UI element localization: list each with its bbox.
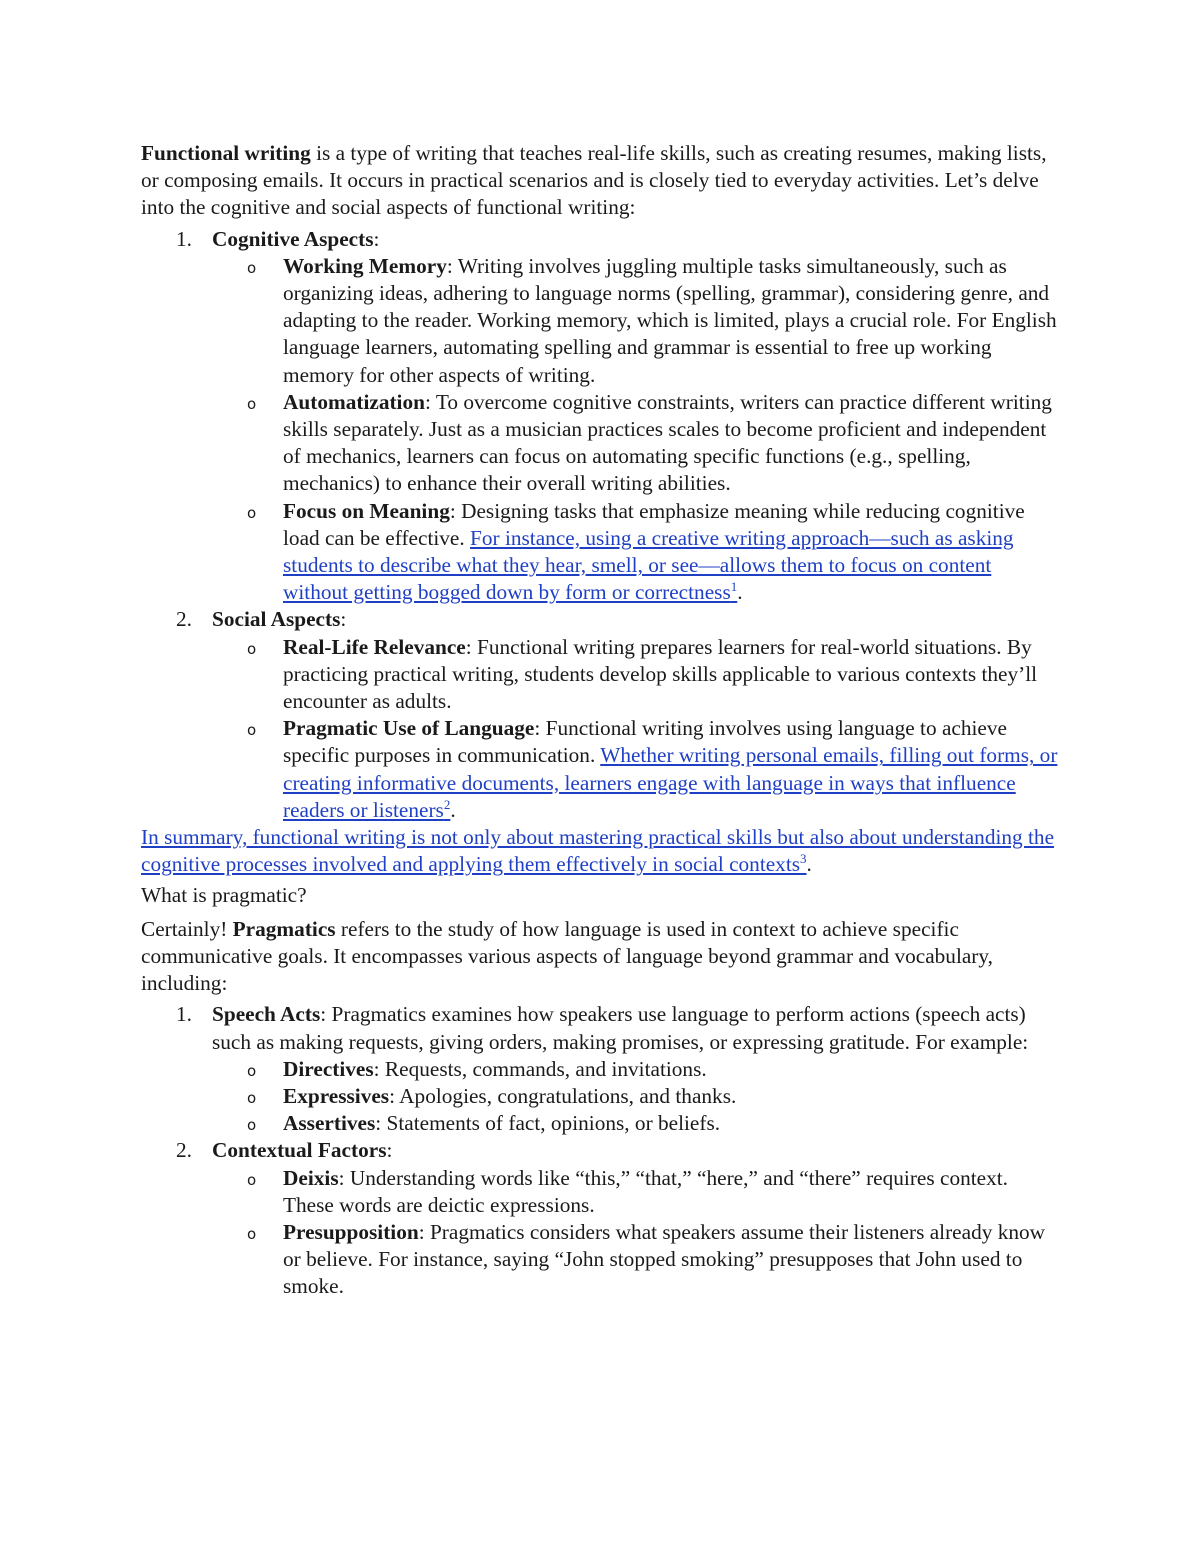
item-term: Deixis — [283, 1165, 339, 1190]
list-item-contextual-factors: 2. Contextual Factors: o Deixis: Understanding words like “this,” “that,” “here,” and “there” requires context. These words are deictic expressions. o Presupposition: Pragmatics considers what speakers assume their listeners already know or believe. For instance, saying “John stopped smoking” presupposes that John used to smoke. — [141, 1137, 1061, 1300]
item-text: : Functional writing involves using language to achieve specific purposes in communication. — [283, 716, 1007, 768]
list-number: 1. — [176, 1002, 192, 1027]
item-term: Focus on Meaning — [283, 498, 450, 523]
sublist-item-assertives: o Assertives: Statements of fact, opinions, or beliefs. — [212, 1110, 1061, 1137]
list-item-speech-acts: 1. Speech Acts: Pragmatics examines how speakers use language to perform actions (speech acts) such as making requests, giving orders, making promises, or expressing gratitude. For example: o Directives: Requests, commands, and invitations. o Expressives: Apologies, congratulations, and thanks. o Assertives: Statements of fact, opinions, or beliefs. — [141, 1001, 1061, 1137]
list-heading: Social Aspects — [212, 607, 341, 632]
citation-link-2[interactable]: Whether writing personal emails, filling out forms, or creating informative documents, learners engage with language in ways that influence readers or listeners$^2$ — [283, 743, 1058, 822]
pragmatics-term: Pragmatics — [232, 916, 336, 941]
citation-link-3[interactable]: In summary, functional writing is not only about mastering practical skills but also about understanding the cognitive processes involved and applying them effectively in social contexts$^3$ — [141, 825, 1055, 877]
document-page — [141, 140, 1061, 1301]
question-line: What is pragmatic? — [141, 883, 307, 908]
list-number: 1. — [176, 226, 192, 251]
sublist-item-expressives: o Expressives: Apologies, congratulations, and thanks. — [212, 1083, 1061, 1110]
sublist-item-presupposition: o Presupposition: Pragmatics considers what speakers assume their listeners already know or believe. For instance, saying “John stopped smoking” presupposes that John used to smoke. — [247, 1219, 1046, 1299]
bullet-icon: o — [247, 258, 257, 277]
bullet-icon: o — [247, 721, 257, 740]
sublist-item-real-life-relevance — [212, 634, 1061, 716]
bullet-icon: o — [247, 639, 257, 658]
list-item-cognitive: 1. Cognitive Aspects: o Working Memory: Writing involves juggling multiple tasks simultaneously, such as organizing ideas, adhering to language norms (spelling, grammar), considering genre, and adapting to the reader. Working memory, which is limited, plays a crucial role. For English language learners, automating spelling and grammar is essential to free up working memory for other aspects of writing. o Automatization: To overcome cognitive constraints, writers can practice different writing skills separately. Just as a musician practices scales to become proficient and independent of mechanics, learners can focus on automating specific functions (e.g., spelling, mechanics) to enhance their overall writing abilities. o Focus on Meaning: Designing tasks that emphasize meaning while reducing cognitive load can be effective. For instance, using a creative writing approach—such as asking students to describe what they hear, smell, or see—allows them to focus on content without getting bogged down by form or correctness$^1$. — [141, 226, 1061, 607]
speech-acts-sublist — [212, 1056, 1061, 1138]
item-term: Real-Life Relevance — [283, 634, 466, 659]
footnote-ref: 1 — [730, 579, 738, 595]
sublist-item-directives: o Directives: Requests, commands, and invitations. — [212, 1056, 1061, 1083]
item-term: Automatization — [283, 389, 425, 414]
bullet-icon: o — [247, 1061, 257, 1080]
sublist-item-working-memory — [212, 253, 1061, 389]
footnote-ref: 2 — [443, 796, 451, 812]
item-term: Working Memory — [283, 253, 447, 278]
social-sublist — [212, 634, 1061, 824]
list-heading: Speech Acts — [212, 1002, 321, 1027]
bullet-icon: o — [247, 394, 257, 413]
item-text: : To overcome cognitive constraints, writers can practice different writing skills separately. Just as a musician practices scales to become proficient and independent of mechanics, learners can focus on automating specific functions (e.g., spelling, mechanics) to enhance their overall writing abilities. — [283, 389, 1052, 496]
list-number: 2. — [176, 1138, 192, 1163]
list-heading: Cognitive Aspects — [212, 226, 374, 251]
sublist-item-pragmatic-use: o Pragmatic Use of Language: Functional writing involves using language to achieve specific purposes in communication. Whether writing personal emails, filling out forms, or creating informative documents, learners engage with language in ways that influence readers or listeners$^2$. — [247, 716, 1058, 822]
functional-writing-list — [141, 226, 1061, 824]
intro-term: Functional writing — [141, 141, 311, 165]
sublist-item-deixis: o Deixis: Understanding words like “this,” “that,” “here,” and “there” requires context. These words are deictic expressions. — [247, 1165, 1009, 1217]
summary-paragraph: In summary, functional writing is not only about mastering practical skills but also about understanding the cognitive processes involved and applying them effectively in social contexts$^3$. — [141, 825, 1055, 877]
contextual-factors-sublist — [212, 1165, 1061, 1301]
item-text: : Functional writing prepares learners for real-world situations. By practicing practical writing, students develop skills applicable to various contexts they’ll encounter as adults. — [283, 634, 1038, 714]
cognitive-sublist — [212, 253, 1061, 607]
bullet-icon: o — [247, 1088, 257, 1107]
pragmatics-list — [141, 1001, 1061, 1300]
item-term: Directives — [283, 1056, 374, 1081]
item-text: : Writing involves juggling multiple tasks simultaneously, such as organizing ideas, adhering to language norms (spelling, grammar), considering genre, and adapting to the reader. Working memory, which is limited, plays a crucial role. For English language learners, automating spelling and grammar is essential to free up working memory for other aspects of writing. — [283, 253, 1057, 387]
intro-text: is a type of writing that teaches real-life skills, such as creating resumes, making lists, or composing emails. It occurs in practical scenarios and is closely tied to everyday activities. Let’s delve into the cognitive and social aspects of functional writing: — [141, 141, 1047, 220]
list-item-social: 2. Social Aspects: o Real-Life Relevance: Functional writing prepares learners for real-world situations. By practicing practical writing, students develop skills applicable to various contexts they’ll encounter as adults. o Pragmatic Use of Language: Functional writing involves using language to achieve specific purposes in communication. Whether writing personal emails, filling out forms, or creating informative documents, learners engage with language in ways that influence readers or listeners$^2$. — [141, 606, 1061, 824]
bullet-icon: o — [247, 1116, 257, 1135]
footnote-ref: 3 — [800, 851, 807, 867]
item-text: : Designing tasks that emphasize meaning while reducing cognitive load can be effective. — [283, 498, 1025, 550]
item-term: Presupposition — [283, 1219, 419, 1244]
sublist-item-focus-on-meaning: o Focus on Meaning: Designing tasks that emphasize meaning while reducing cognitive load can be effective. For instance, using a creative writing approach—such as asking students to describe what they hear, smell, or see—allows them to focus on content without getting bogged down by form or correctness$^1$. — [247, 498, 1025, 605]
pragmatics-paragraph: Certainly! Pragmatics refers to the study of how language is used in context to achieve specific communicative goals. It encompasses various aspects of language beyond grammar and vocabulary, including: — [141, 916, 993, 996]
bullet-icon: o — [247, 503, 257, 522]
sublist-item-automatization — [212, 389, 1061, 498]
list-number: 2. — [176, 607, 192, 632]
item-term: Assertives — [283, 1111, 376, 1136]
list-heading: Contextual Factors — [212, 1138, 387, 1163]
citation-link-1[interactable]: For instance, using a creative writing approach—such as asking students to describe what they hear, smell, or see—allows them to focus on content without getting bogged down by form or correctness$^1$ — [283, 525, 1014, 605]
bullet-icon: o — [247, 1224, 257, 1243]
bullet-icon: o — [247, 1170, 257, 1189]
intro-paragraph — [141, 140, 1061, 222]
item-term: Expressives — [283, 1083, 390, 1108]
item-term: Pragmatic Use of Language — [283, 716, 535, 741]
